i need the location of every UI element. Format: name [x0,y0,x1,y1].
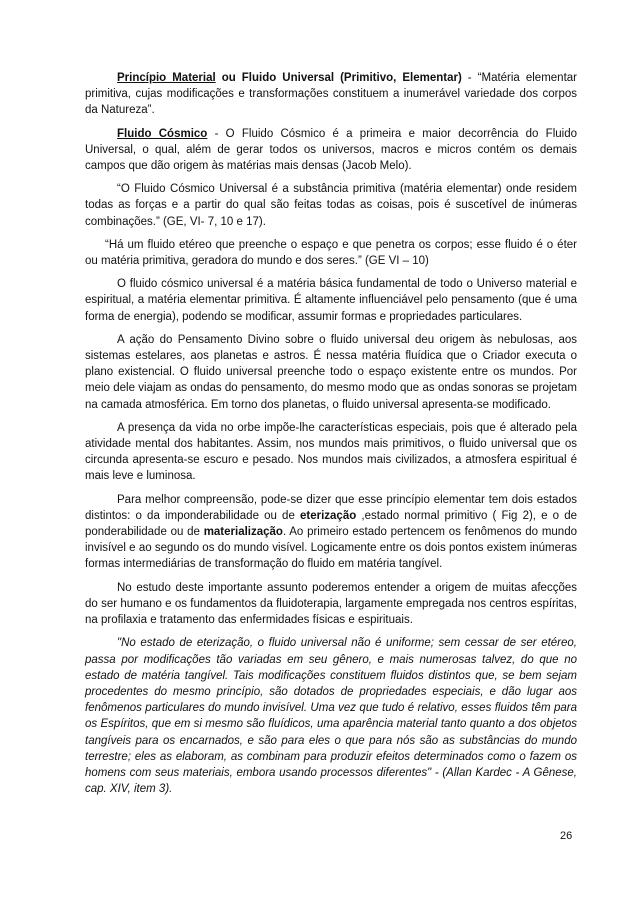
term-principio-material-rest: ou Fluido Universal (Primitivo, Elementar) [215,72,462,84]
paragraph-text: Para melhor compreensão, pode-se dizer que esse princípio elementar tem dois estados distintos: o da imponderabilidade ou de [85,493,577,522]
page-number: 26 [560,830,573,842]
term-materializacao: materialização [203,526,283,539]
document-body [85,70,577,804]
term-principio-material: Princípio Material [117,72,216,84]
paragraph-quote-ge-vi-10: “Há um fluido etéreo que preenche o espaço e que penetra os corpos; esse fluido é o éter ou matéria primitiva, geradora do mundo e dos seres.” (GE VI – 10) [85,238,577,268]
paragraph-kardec-quote: "No estado de eterização, o fluido universal não é uniforme; sem cessar de ser etéreo, passa por modificações tão variadas em seu gênero, e mais numerosas talvez, do que no estado de matéria tangível. Tais modificações constituem fluidos distintos que, se bem sejam procedentes do mesmo princípio, são dotados de propriedades especiais, e dão lugar aos fenômenos particulares do mundo invisível. Uma vez que tudo é relativo, esses fluidos têm para os Espíritos, que em si mesmo são fluídicos, uma aparência material tanto quanto a dos objetos tangíveis para os encarnados, e são para eles o que para nós são as substâncias do mundo terrestre; eles as elaboram, as combinam para produzir efeitos determinados como o fazem os homens com seus materiais, embora usando processos diferentes" - (Allan Kardec - A Gênese, cap. XIV, item 3). [85,637,577,796]
paragraph-text: - O Fluido Cósmico é a primeira e maior decorrência do Fluido Universal, o qual, além de gerar todos os universos, macros e micros contém os demais campos que dão origem às matérias mais densas (Jacob Melo). [85,127,577,173]
paragraph-text: ,estado normal primitivo ( Fig 2), e o de ponderabilidade ou de [85,509,578,539]
paragraph-pensamento-divino: A ação do Pensamento Divino sobre o fluido universal deu origem às nebulosas, aos sistemas estelares, aos planetas e astros. É nessa matéria fluídica que o Criador executa o plano existencial. O fluido universal preenche todo o espaço existente entre os mundos. Por meio dele viajam as ondas do pensamento, do mesmo modo que as ondas sonoras se projetam na camada atmosférica. Em torno dos planetas, o fluido universal apresenta-se modificado. [85,333,577,411]
paragraph-materia-basica: O fluido cósmico universal é a matéria básica fundamental de todo o Universo material e espiritual, a matéria elementar primitiva. É altamente influenciável pelo pensamento (que é uma forma de energia), podendo se modificar, assumir formas e propriedades particulares. [85,278,577,323]
paragraph-text: - “Matéria elementar primitiva, cujas modificações e transformações constituem a inumerável variedade dos corpos da Natureza”. [85,72,577,117]
paragraph-presenca-vida: A presença da vida no orbe impõe-lhe características especiais, pois que é alterado pela atividade mental dos habitantes. Assim, nos mundos mais primitivos, o fluido universal que os circunda apresenta-se escuro e pesado. Nos mundos mais civilizados, a atmosfera espiritual é mais leve e luminosa. [85,421,577,483]
paragraph-text: . Ao primeiro estado pertencem os fenômenos do mundo invisível e ao segundo os do mundo visível. Logicamente entre os dois pontos existem inúmeras formas intermediárias de transformação do fluido em matéria tangível. [85,526,577,571]
paragraph-quote-ge-vi-7: “O Fluido Cósmico Universal é a substância primitiva (matéria elementar) onde residem todas as forças e a partir do qual são feitas todas as coisas, pois é suscetível de inúmeras combinações.” (GE, VI- 7, 10 e 17). [85,183,577,228]
term-eterizacao: eterização [299,509,357,522]
term-fluido-cosmico: Fluido Cósmico [117,127,208,140]
paragraph-estudo: No estudo deste importante assunto poderemos entender a origem de muitas afecções do ser humano e os fundamentos da fluidoterapia, largamente empregada nos centros espíritas, na profilaxia e tratamento das enfermidades físicas e espirituais. [85,581,577,627]
paragraph-fluido-cosmico [85,126,577,175]
paragraph-estados-distintos [85,492,577,573]
paragraph-principio-material [85,70,577,119]
